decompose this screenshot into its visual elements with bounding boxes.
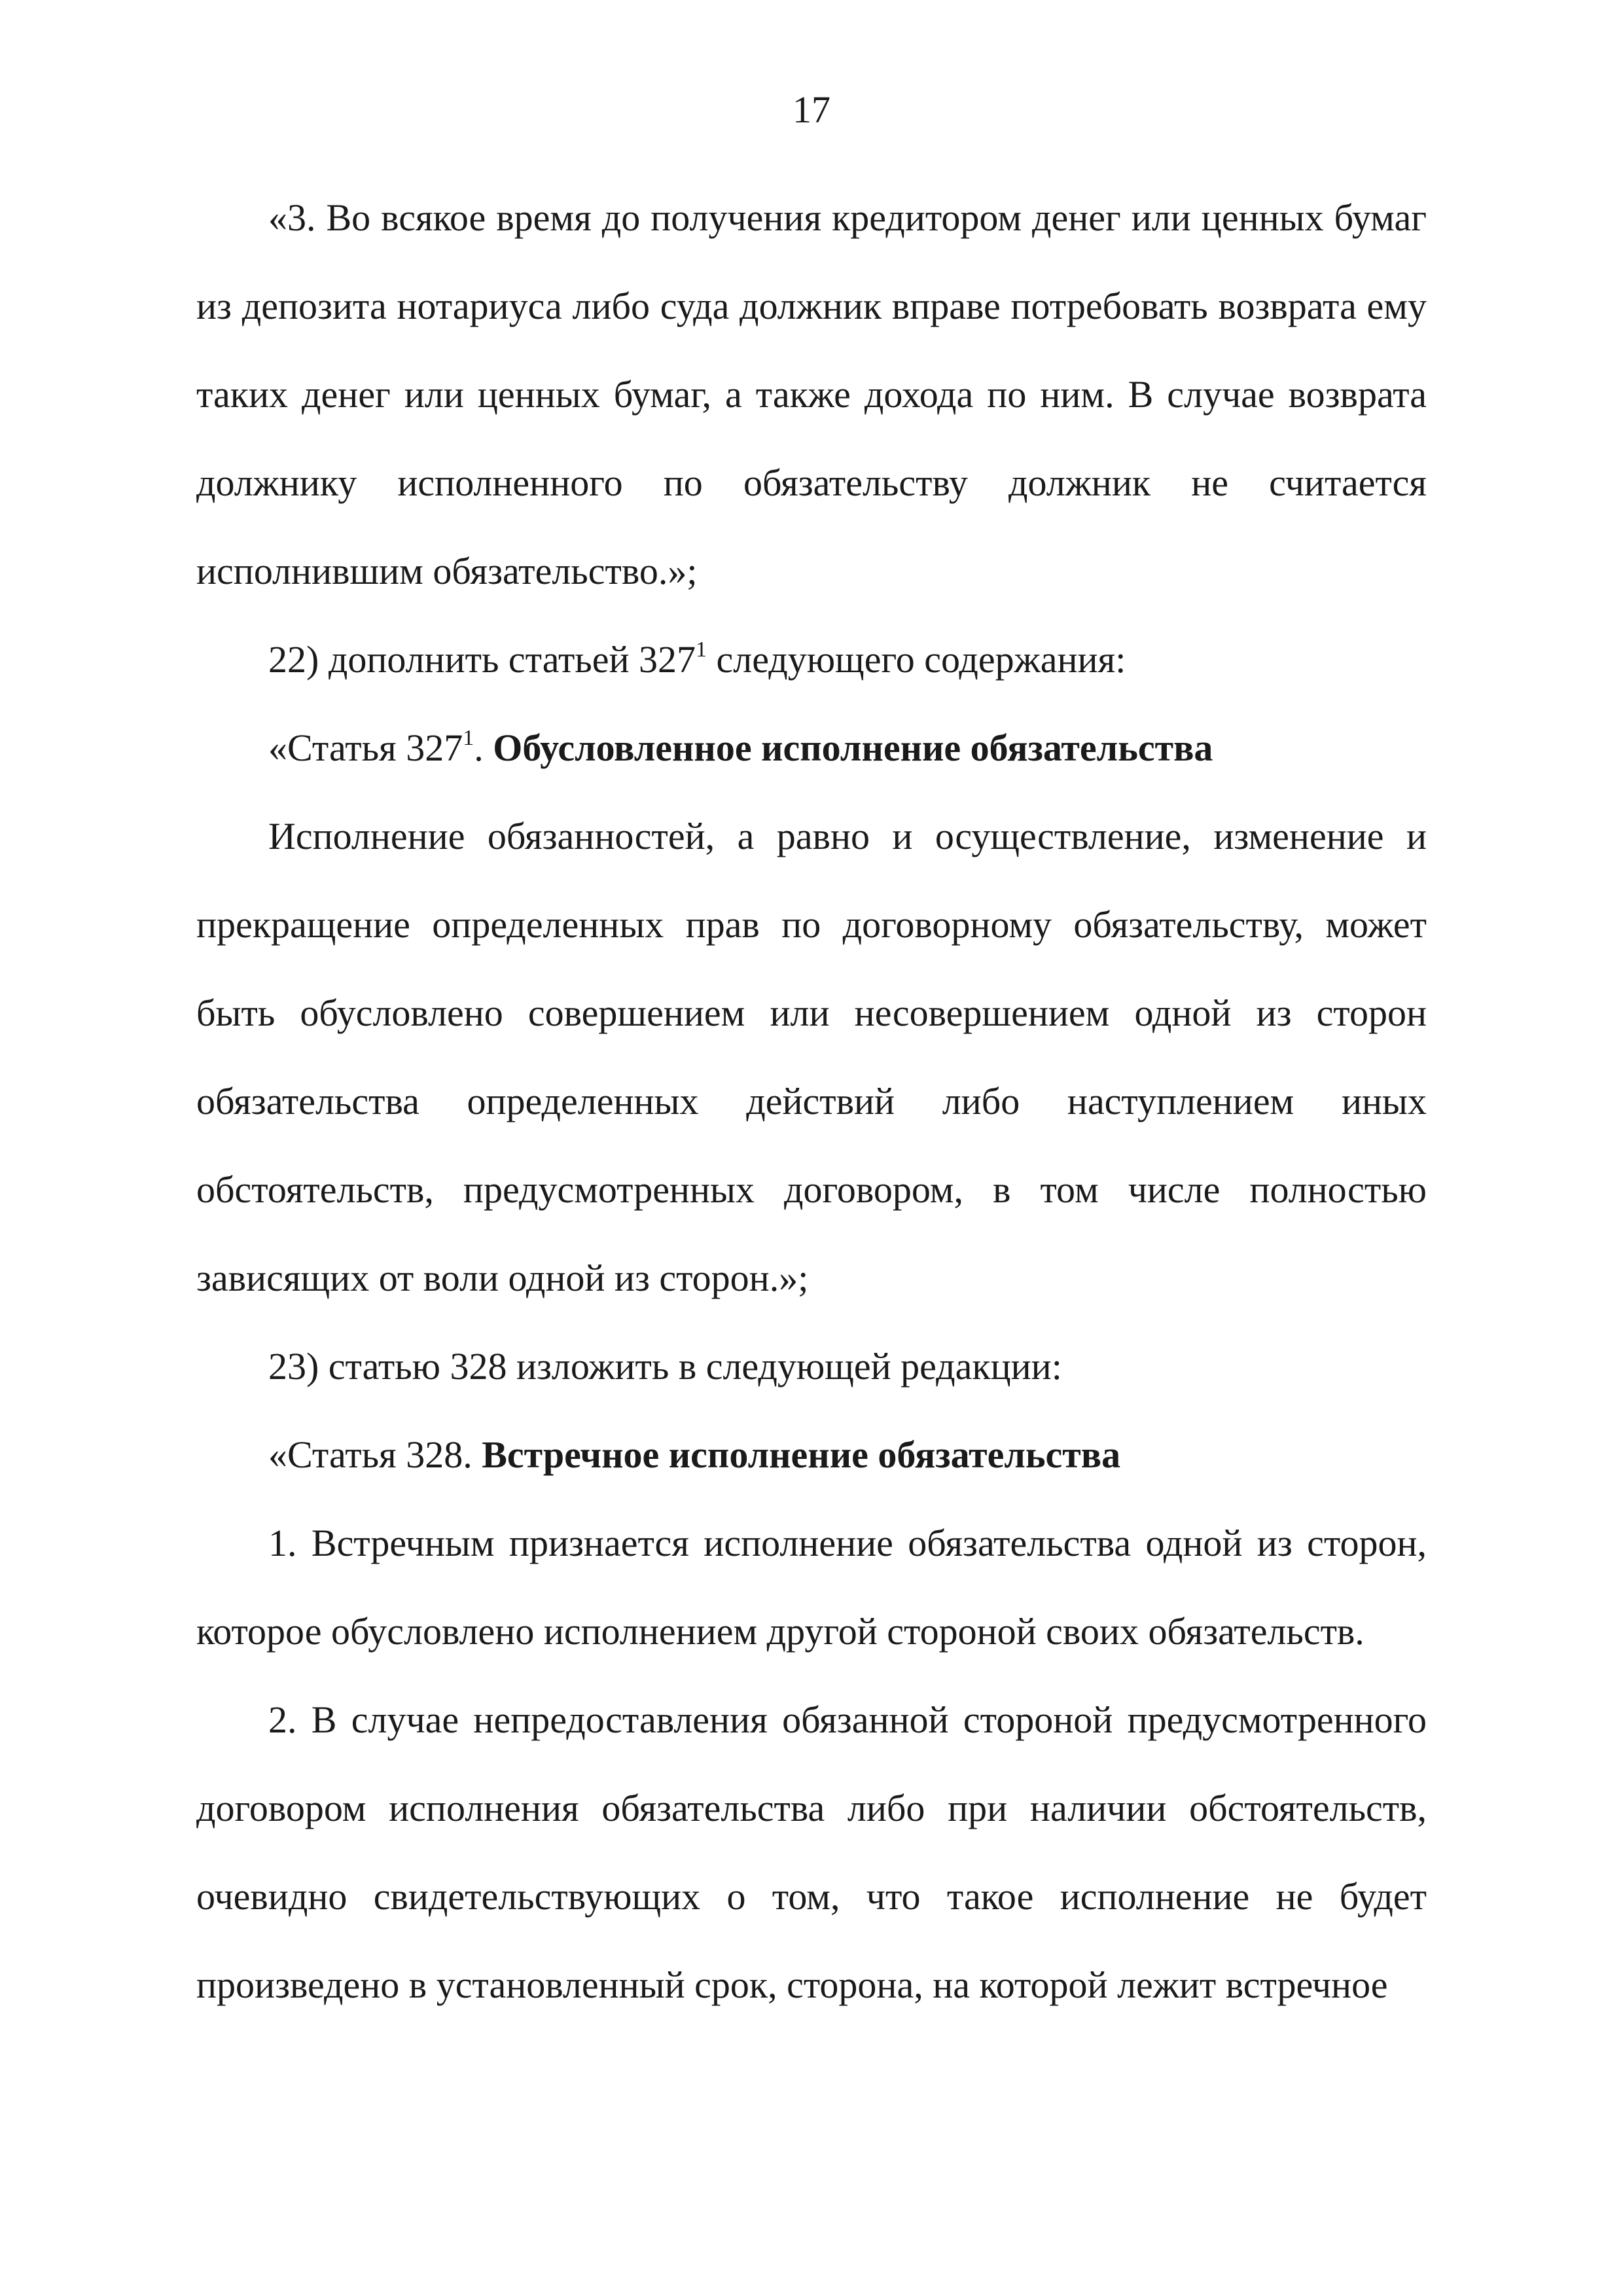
article-327-1-body: Исполнение обязанностей, а равно и осуществление, изменение и прекращение определенных прав по договорному обязательству, может быть обусловлено совершением или несовершением одной из сторон обязательства определенных действий либо наступлением иных обстоятельств, предусмотренных договором, в том числе полностью зависящих от воли одной из сторон.»;	[196, 815, 1427, 1299]
item-22-superscript: 1	[696, 637, 707, 662]
article-327-1-prefix: «Статья 327	[268, 726, 463, 769]
paragraph-item-22	[196, 615, 1427, 704]
article-328-heading	[196, 1410, 1427, 1499]
paragraph-item-23: 23) статью 328 изложить в следующей редакции:	[268, 1345, 1062, 1388]
document-body	[196, 173, 1427, 2029]
article-328-point-2: 2. В случае непредоставления обязанной стороной предусмотренного договором исполнения обязательства либо при наличии обстоятельств, очевидно свидетельствующих о том, что такое исполнение не будет произведено в установленный срок, сторона, на которой лежит встречное	[196, 1698, 1427, 2006]
article-327-1-heading	[196, 704, 1427, 792]
item-22-text-end: следующего содержания:	[707, 638, 1126, 681]
item-22-text: 22) дополнить статьей 327	[268, 638, 696, 681]
article-328-prefix: «Статья 328.	[268, 1433, 482, 1476]
article-327-1-superscript: 1	[463, 725, 474, 750]
article-327-1-title: Обусловленное исполнение обязательства	[493, 726, 1213, 769]
paragraph-clause-3: «3. Во всякое время до получения кредитором денег или ценных бумаг из депозита нотариуса либо суда должник вправе потребовать возврата ему таких денег или ценных бумаг, а также дохода по ним. В случае возврата должнику исполненного по обязательству должник не считается исполнившим обязательство.»;	[196, 196, 1427, 592]
article-328-title: Встречное исполнение обязательства	[482, 1433, 1121, 1476]
page-number: 17	[793, 88, 830, 131]
article-328-point-1: 1. Встречным признается исполнение обязательства одной из сторон, которое обусловлено исполнением другой стороной своих обязательств.	[196, 1522, 1427, 1653]
article-327-1-suffix: .	[474, 726, 493, 769]
